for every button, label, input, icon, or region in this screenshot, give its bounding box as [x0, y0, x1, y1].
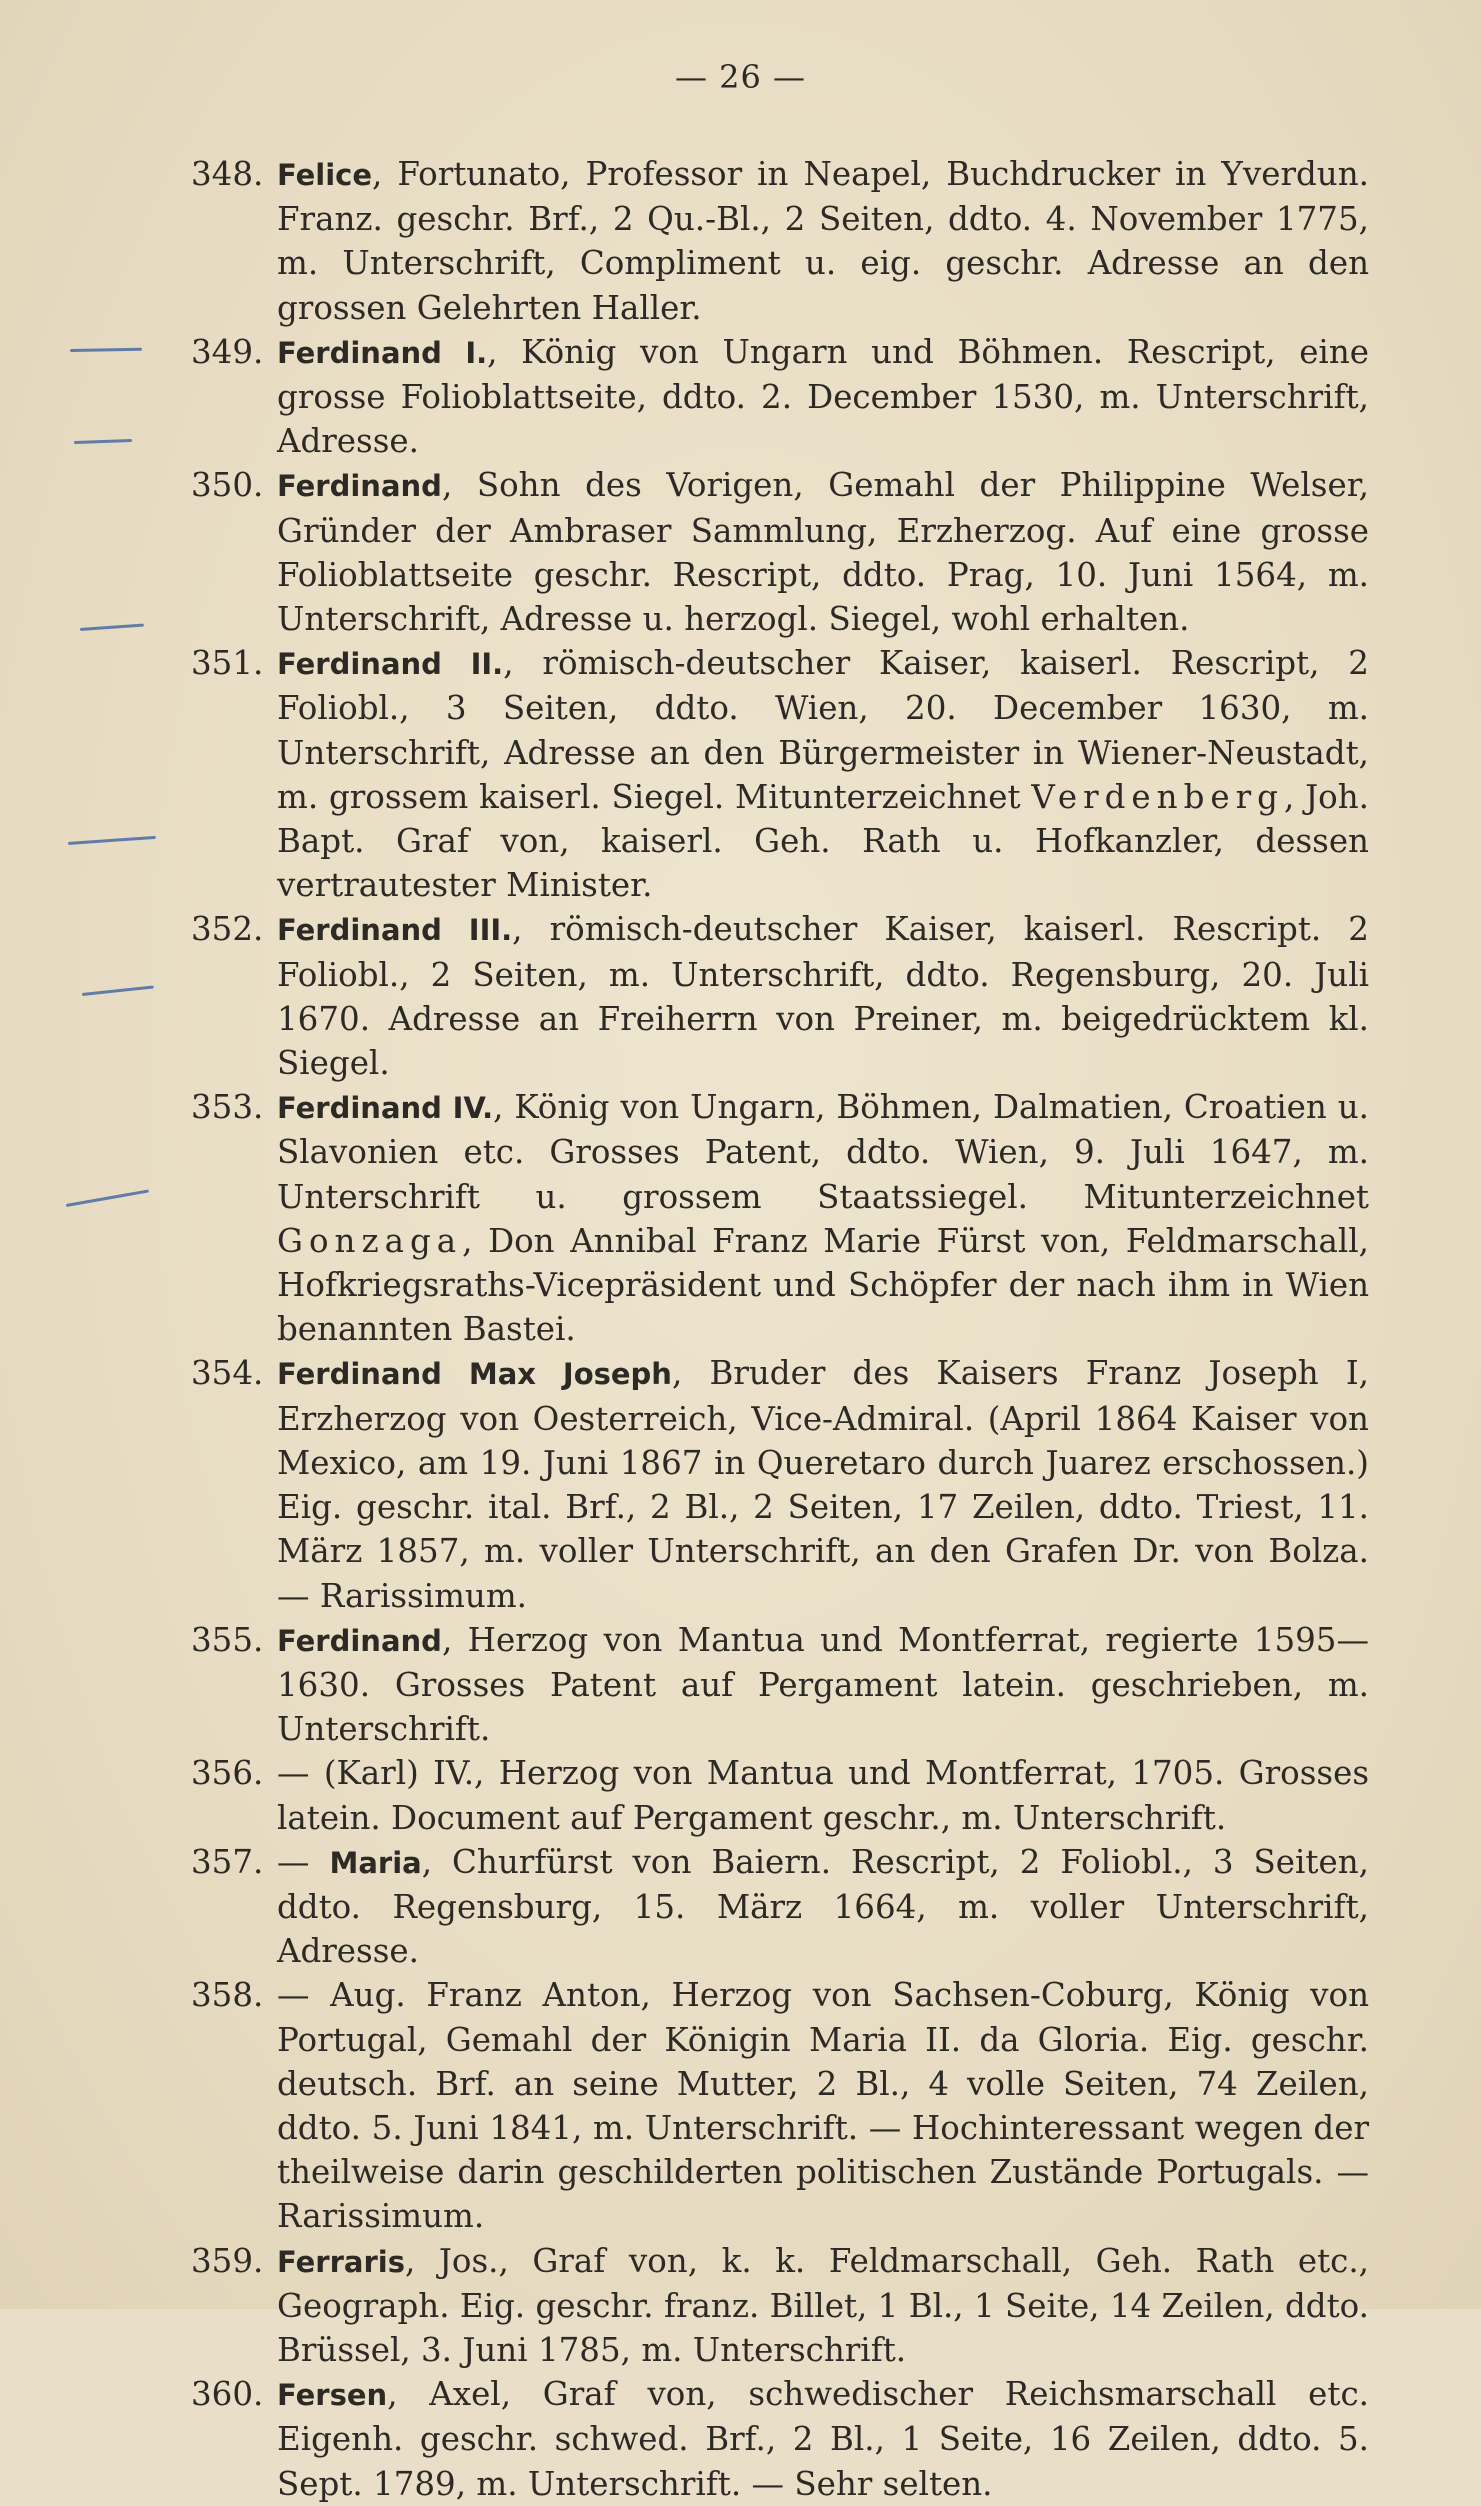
- entry-text: , römisch-deutscher Kaiser, kaiserl. Rescript. 2 Foliobl., 2 Seiten, m. Unterschrift, ddto. Regensburg, 20. Juli 1670. Adresse an Freiherrn von Preiner, m. beigedrücktem kl. Siegel.: [277, 910, 1369, 1083]
- catalog-entry: [191, 1840, 1369, 1974]
- entry-text: , Axel, Graf von, schwedischer Reichsmarschall etc. Eigenh. geschr. schwed. Brf., 2 Bl., 1 Seite, 16 Zeilen, ddto. 5. Sept. 1789, m. Unterschrift. — Sehr selten.: [277, 2375, 1369, 2503]
- catalog-entry: [191, 1085, 1369, 1351]
- entry-name: Ferdinand: [277, 469, 442, 504]
- entry-text: , Sohn des Vorigen, Gemahl der Philippine Welser, Gründer der Ambraser Sammlung, Erzherzog. Auf eine grosse Folioblattseite geschr. Rescript, ddto. Prag, 10. Juni 1564, m. Unterschrift, Adresse u. herzogl. Siegel, wohl erhalten.: [277, 466, 1369, 639]
- catalog-entry: [191, 1973, 1369, 2238]
- entry-text: , König von Ungarn, Böhmen, Dalmatien, Croatien u. Slavonien etc. Grosses Patent, ddto. Wien, 9. Juli 1647, m. Unterschrift u. grossem Staatssiegel. Mitunterzeichnet: [277, 1088, 1369, 1216]
- entry-text: — (Karl) IV., Herzog von Mantua und Montferrat, 1705. Grosses latein. Document auf Pergament geschr., m. Unterschrift.: [277, 1754, 1369, 1837]
- entry-name: Ferdinand Max Joseph: [277, 1357, 672, 1392]
- entry-number: 352.: [191, 910, 264, 949]
- entry-name: Fersen: [277, 2378, 388, 2413]
- entry-number: 349.: [191, 332, 264, 371]
- entry-spaced-name: Verdenberg: [1031, 777, 1284, 816]
- catalog-entry: [191, 463, 1369, 641]
- catalog-entry: [191, 1351, 1370, 1617]
- entry-text: , Herzog von Mantua und Montferrat, regierte 1595—1630. Grosses Patent auf Pergament latein. geschrieben, m. Unterschrift.: [277, 1620, 1369, 1749]
- entry-name: Ferdinand: [277, 1623, 442, 1658]
- entry-number: 348.: [191, 155, 264, 193]
- catalog-entries: [0, 152, 1481, 2506]
- catalog-entry: [191, 152, 1369, 330]
- entry-text: , Fortunato, Professor in Neapel, Buchdrucker in Yverdun. Franz. geschr. Brf., 2 Qu.-Bl., 2 Seiten, ddto. 4. November 1775, m. Unterschrift, Compliment u. eig. geschr. Adresse an den grossen Gelehrten Haller.: [277, 155, 1369, 327]
- catalog-entry: [191, 330, 1369, 464]
- entry-name: Ferdinand II.: [277, 647, 504, 682]
- catalog-entry: [191, 1618, 1369, 1752]
- entry-text: , Jos., Graf von, k. k. Feldmarschall, Geh. Rath etc., Geograph. Eig. geschr. franz. Billet, 1 Bl., 1 Seite, 14 Zeilen, ddto. Brüssel, 3. Juni 1785, m. Unterschrift.: [277, 2241, 1369, 2369]
- entry-number: 353.: [191, 1088, 264, 1127]
- entry-number: 354.: [191, 1354, 264, 1393]
- entry-number: 358.: [191, 1976, 264, 2015]
- entry-text: , König von Ungarn und Böhmen. Rescript, eine grosse Folioblattseite, ddto. 2. December 1530, m. Unterschrift, Adresse.: [277, 332, 1369, 461]
- entry-number: 350.: [191, 466, 264, 505]
- catalog-entry: [191, 2372, 1369, 2506]
- entry-prefix: —: [277, 1842, 330, 1881]
- entry-text: , Joh. Bapt. Graf von, kaiserl. Geh. Rath u. Hofkanzler, dessen vertrautester Minister.: [277, 777, 1369, 905]
- catalog-entry: [191, 641, 1369, 907]
- entry-text: — Aug. Franz Anton, Herzog von Sachsen-Coburg, König von Portugal, Gemahl der Königin Maria II. da Gloria. Eig. geschr. deutsch. Brf. an seine Mutter, 2 Bl., 4 volle Seiten, 74 Zeilen, ddto. 5. Juni 1841, m. Unterschrift. — Hochinteressant wegen der theilweise darin geschilderten politischen Zustände Portugals. — Rarissimum.: [277, 1976, 1369, 2236]
- entry-number: 356.: [191, 1754, 264, 1793]
- entry-name: Ferdinand I.: [277, 335, 488, 370]
- entry-number: 355.: [191, 1620, 264, 1659]
- entry-name: Ferdinand III.: [277, 913, 513, 948]
- entry-text: , Don Annibal Franz Marie Fürst von, Feldmarschall, Hofkriegsraths-Vicepräsident und Schöpfer der nach ihm in Wien benannten Bastei.: [277, 1221, 1369, 1349]
- entry-text: , römisch-deutscher Kaiser, kaiserl. Rescript, 2 Foliobl., 3 Seiten, ddto. Wien, 20. December 1630, m. Unterschrift, Adresse an den Bürgermeister in Wiener-Neustadt, m. grossem kaiserl. Siegel. Mitunterzeichnet: [277, 644, 1369, 816]
- catalog-entry: [191, 2239, 1369, 2373]
- entry-name: Maria: [329, 1845, 422, 1880]
- entry-name: Ferdinand IV.: [277, 1091, 494, 1126]
- entry-text: , Bruder des Kaisers Franz Joseph I, Erzherzog von Oesterreich, Vice-Admiral. (April 1864 Kaiser von Mexico, am 19. Juni 1867 in Queretaro durch Juarez erschossen.) Eig. geschr. ital. Brf., 2 Bl., 2 Seiten, 17 Zeilen, ddto. Triest, 11. März 1857, m. voller Unterschrift, an den Grafen Dr. von Bolza. — Rarissimum.: [277, 1354, 1370, 1615]
- entry-name: Ferraris: [277, 2244, 405, 2279]
- entry-number: 359.: [191, 2241, 264, 2280]
- entry-number: 351.: [191, 644, 264, 683]
- page-number: — 26 —: [674, 58, 807, 96]
- entry-number: 357.: [191, 1842, 264, 1881]
- entry-number: 360.: [191, 2375, 264, 2414]
- catalog-entry: [191, 907, 1369, 1085]
- entry-spaced-name: Gonzaga: [277, 1221, 463, 1260]
- catalog-entry: [191, 1751, 1369, 1839]
- entry-text: , Churfürst von Baiern. Rescript, 2 Foliobl., 3 Seiten, ddto. Regensburg, 15. März 1664, m. voller Unterschrift, Adresse.: [277, 1842, 1369, 1971]
- entry-name: Felice: [277, 158, 373, 192]
